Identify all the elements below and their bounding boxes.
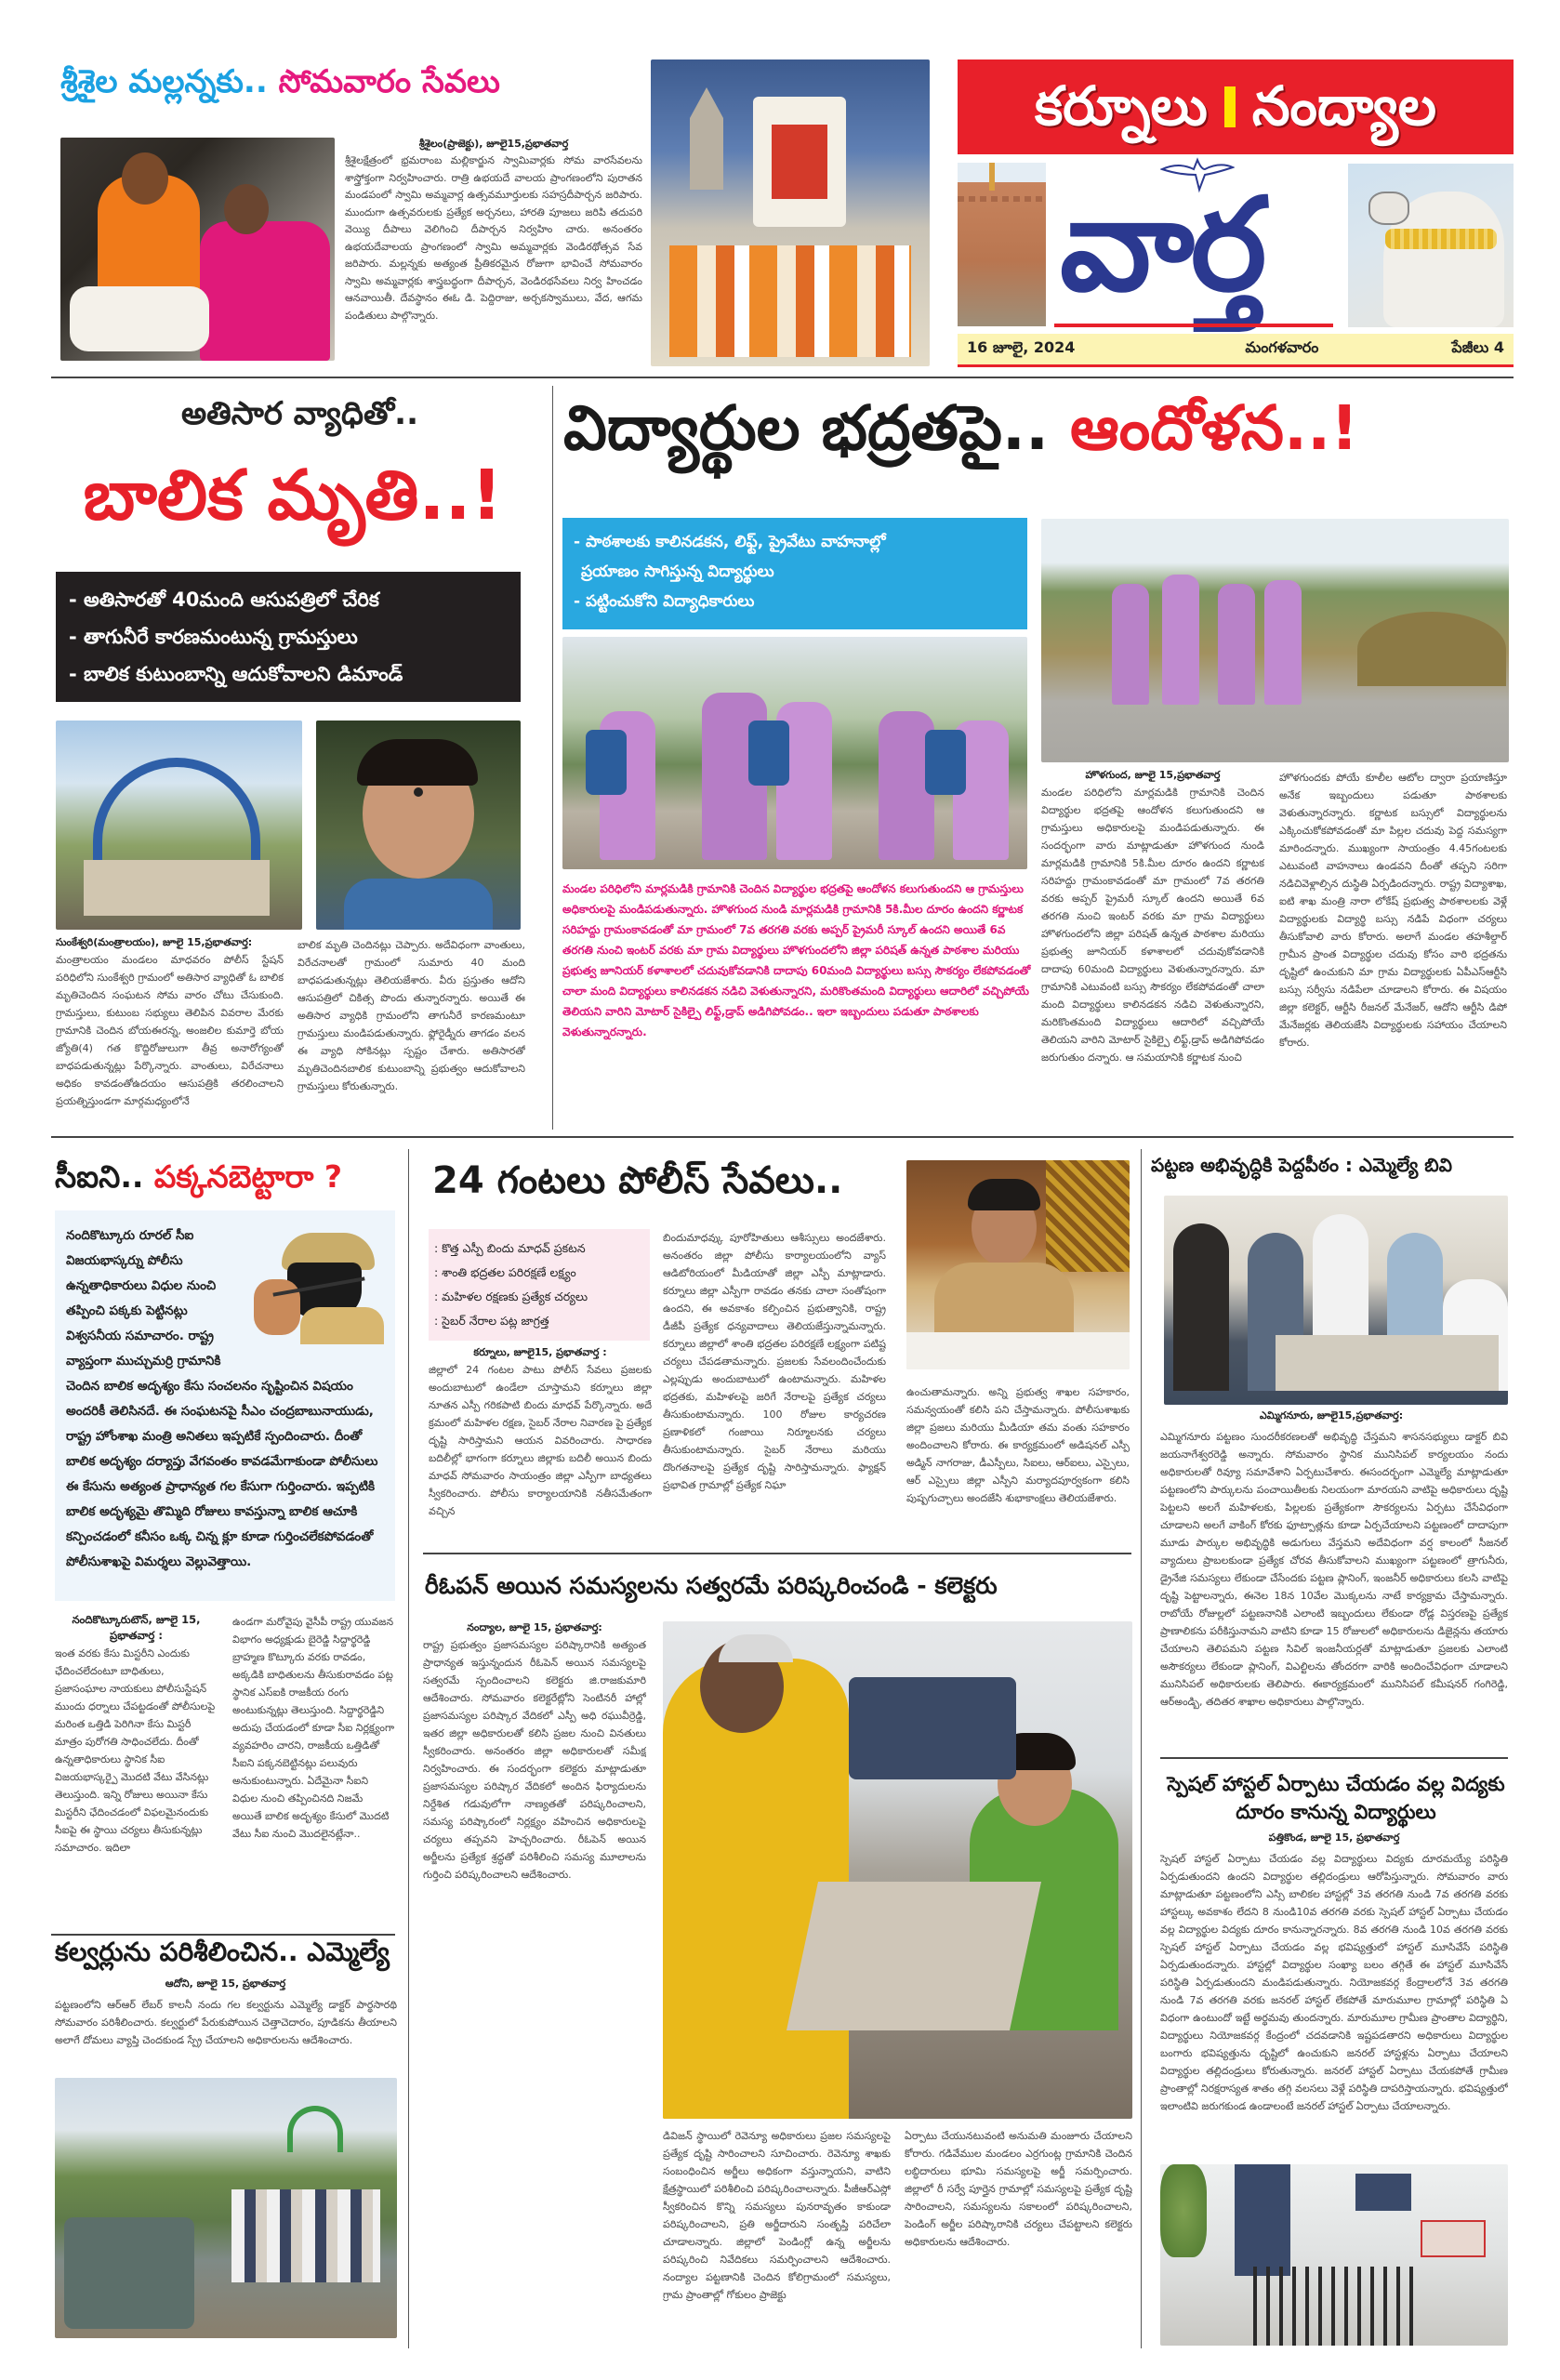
police-article — [414, 1144, 1137, 1562]
collector-body-col2: డివిజన్ స్థాయిలో రెవెన్యూ అధికారులు ప్రజల సమస్యలపై ప్రత్యేక దృష్టి సారించాలని సూచించారు. రెవెన్యూ శాఖకు సంబంధించిన అర్జీలు అధికంగా వస్తున్నాయని, వాటిని క్షేత్రస్థాయిలో పరిశీలించి పరిష్కరించాలన్నారు. పీజీఆర్ఎస్లో స్వీకరించిన కొన్ని సమస్యలు పునరావృతం కాకుండా పరిష్కరించాలని, ప్రతి అర్జీదారుని సంతృప్తి పరిచేలా చూడాలన్నారు. జిల్లాలో పెండింగ్లో ఉన్న అర్జీలను పరిష్కరించి నివేదికలు సమర్పించాలని ఆదేశించారు. నంద్యాల పట్టణానికి చెందిన కోలిగ్రామంలో సమస్యలు, గ్రామ ప్రాంతాల్లో గోకులం ప్రాజెక్టు — [663, 2130, 891, 2301]
police-body-col1: జిల్లాలో 24 గంటల పాటు పోలీస్ సేవలు ప్రజలకు అందుబాటులో ఉండేలా చూస్తామని కర్నూలు జిల్లా నూతన ఎస్పీ గరికపాటి బిందు మాధవ్ పేర్కొన్నారు. అదే క్రమంలో మహిళల రక్షణ, సైబర్ నేరాల నివారణ పై ప్రత్యేక దృష్టి సారిస్తామని ఆయన వివరించారు. సాధారణ బదిలీల్లో భాగంగా కర్నూలు జిల్లాకు బదిలీ అయిన బిందు మాధవ్ సోమవారం సాయంత్రం జిల్లా ఎస్పీగా బాధ్యతలు స్వీకరించారు. పోలీసు కార్యాలయానికి నతీసమేతంగా వచ్చిన — [429, 1364, 652, 1517]
section-divider — [51, 377, 1514, 378]
students-bullet: - పాఠశాలకు కాలినడకన, లిఫ్ట్, ప్రైవేటు వాహనాల్లో — [574, 533, 886, 551]
students-headline-part1: విద్యార్థుల భద్రతపై.. — [563, 392, 1050, 464]
date-strip — [958, 334, 1514, 367]
srisailam-body: శ్రీశైలక్షేత్రంలో భ్రమరాంబ మల్లికార్జున స్వామివార్లకు సోమ వారసేవలను శాస్త్రోక్తంగా నిర్వహించారు. రాత్రి ఉభయదే వాలయ ప్రాంగణంలోని పురాతన మండపంలో స్వామి అమ్మవార్ల ఉత్సవమూర్తులకు సహస్రదీపార్చన జరిపారు. ముందుగా ఉత్సవరులకు ప్రత్యేక అర్చనలు, హారతి పూజలు జరిపి తదుపరి వెయ్యి దీపాలు వెలిగించి దీపార్చన నిర్వహిం చారు. అనంతరం ఉభయదేవాలయ ప్రాంగణంలో స్వామి అమ్మవార్లకు వెండిరథోత్సవ సేవ జరిపారు. మల్లన్నకు అత్యంత ప్రీతికరమైన రోజుగా భావించే సోమవారం స్వామి అమ్మవార్లకు శాస్త్రబద్ధంగా దీపార్చన, వెండిరథసేవలు నిర్వ హించడం ఆనవాయితీ. దేవస్థానం ఈఓ డి. పెద్దిరాజు, అర్చకస్వాములు, వేద, ఆగమ పండితులు పాల్గొన్నారు. — [345, 154, 642, 322]
masthead — [958, 60, 1514, 403]
police-dateline: కర్నూలు, జూలై15, ప్రభాతవార్త : — [473, 1346, 607, 1358]
logo-text: వార్త — [1060, 170, 1263, 320]
district-nandyal: నంద్యాల — [1251, 74, 1436, 139]
mla-town-body: ఎమ్మిగనూరు పట్టణం సుందరీకరణలతో అభివృద్ధి చేస్తమని శాసనసభ్యులు డాక్టర్ బివి జయనాగేశ్వరరెడ్డి అన్నారు. సోమవారం స్థానిక మునిసిపల్ కార్యలయం నందు అధికారులతో రివ్యూ సమావేశాని ఏర్పటుచేశారు. ఈసందర్భంగా ఎమ్మెల్యే మాట్లాడుతూ పట్టణంలోని పార్కులను పంచాయితీలకు నిలయంగా మారయని వాటిపై అధికారులు దృష్టి పెట్టలని అలగే మహిళలకు, పిల్లలకు ప్రత్యేకంగా సౌకర్యలను ఏర్పటు చేసేవిధంగా చూడాలని అలగే వాకింగ్ కోరకు ఫూట్పాత్లను కూడా ఏర్పచేయాలని పట్టణంలో దాదాపుగా మూడు పార్కుల అభివృద్ధికి అడుగులు వేస్తమని అదేవిధంగా వర్ష కాలంలో సీజనల్ వ్యాదులు ప్రాబలకుండా ప్రత్యేక చోరవ తీసుకోవాలని ముఖ్యంగా పట్టణంలో త్రాగునీరు, డ్రైనేజి సమస్యలు లేకుండా చేసేందకు పట్టణ ప్లానింగ్, ఇంజనీర్ అధికారులు కలసి వాటిపై దృష్టి పెట్టాలన్నారు, ఈనెల 18న 10వేల మొక్కలను నాటే కార్యక్రామ చేస్తామన్నారు. రాబోయే రోజుల్లలో పట్టణనానికి ఎలాంటి ఇబ్బందులు లేకుండా రోడ్ల విస్తరణపై ప్రత్యేక ప్రాణాలికను పరీకిస్తునామని వాటిని కూడా 15 రోజులలో అధికారులను డిజైన్లను తయారు చేయాలని తెలిపమని పట్టణ సివిల్ ఇంజనీయర్లతో మాట్లాడుతూ ప్రజలకు ఎలాంటి అసౌకర్యలు లేకుండా ప్లానింగ్, విఎల్టిలను తోందరగా వారికి అందించేవిధంగా చూడాలని మునిసిపల్ అధికారులకు తెలిపారు. ఈకార్యక్రమంలో మునిసిపల్ కమీషనర్ గంగిరెడ్డి, ఆర్అండ్బి, తదితర శాఖాల అధికారులు పాల్గొన్నారు. — [1160, 1431, 1508, 1708]
police-bullet: : సైబర్ నేరాల పట్ల జాగ్రత్త — [434, 1314, 549, 1328]
mla-town-headline: పట్టణ అభివృద్ధికి పెద్దపీఠం : ఎమ్మెల్యే బివి — [1151, 1154, 1452, 1176]
deceased-girl-photo — [316, 721, 521, 930]
culvert-article — [51, 1938, 404, 2352]
police-body-col3: ఉంచుతామన్నారు. అన్ని ప్రభుత్వ శాఖల సహకారం, సమన్వయంతో కలిసి పని చేస్తామన్నారు. పోలీసుశాఖకు జిల్లా ప్రజలు మరియు మీడియా తమ వంతు సహకారం అందించాలని కోరారు. ఈ కార్యక్రమంలో అడిషనల్ ఎస్పీ అడ్మిన్ నాగరాజు, డీఎస్పీలు, సిఐలు, ఆర్ఐలు, ఎస్సైలు, ఆర్ ఎస్సైలు జిల్లా ఎస్పీని మర్యాదపూర్వకంగా కలిసి పుష్పగుచ్చాలు అందజేసి శుభాకాంక్షలు తెలియజేశారు. — [906, 1386, 1130, 1504]
collector-article — [414, 1569, 1137, 2350]
collector-body-col3: ఏర్పాటు చేయునటువంటి అనుమతి మంజూరు చేయాలని కోరారు. గడివేముల మండలం ఎర్రగుంట్ల గ్రామానికి చెందిన లబ్ధిదారులు భూమి సమస్యలపై అర్జీ సమర్పించారు. జిల్లాలో రీ సర్వే పూర్తైన గ్రామాల్లో సమస్యలపై ప్రత్యేక దృష్టి సారించాలని, సమస్యలను సకాలంలో పరిష్కరించాలని, పెండింగ్ అర్జీల పరిష్కారానికి చర్యలు చేపట్టాలని కలెక్టరు అధికారులను ఆదేశించారు. — [905, 2130, 1132, 2248]
ci-body-col2: ఉండగా మరోవైపు వైసీపీ రాష్ట్ర యువజన విభాగం అధ్యక్షుడు బైరెడ్డి సిద్దార్థరెడ్డి బ్రాహ్మణ కొట్కూరు వరకు రావడం, అక్కడికి బాధితులను తీసుకురావడం పట్ల స్థానిక ఎస్ఐకి రాజకీయ రంగు అంటుకున్నట్లు తెలుస్తుంది. సిద్దార్థరెడ్డిని అదుపు చేయడంలో కూడా సీఐ నిర్లక్ష్యంగా వ్యవహరిం చారని, రాజకీయ ఒత్తిడితో సీఐని పక్కనబెట్టినట్లు పలువురు అనుకుంటున్నారు. ఏదేమైనా సీఐని విధుల నుంచి తప్పించినది నిజమే అయితే బాలిక అదృశ్యం కేసులో మొదటి వేటు సీఐ నుంచి మొదలైనట్లేనా.. — [232, 1616, 395, 1840]
students-body-col1: మండల పరిధిలోని మార్లమడికి గ్రామానికి చెందిన విద్యార్థుల భద్రతపై ఆందోళన కలుగుతుందని ఆ గ్రామస్తులు అధికారులపై మండిపడుతున్నారు. ఈ సందర్భంగా వారు మాట్లాడుతూ హొళగుంద నుండి మార్లమడికి గ్రామానికి 5కి.మీల దూరం ఉందని కర్ణాటక సరిహద్దు గ్రామంకావడంతో మా గ్రామంలో 7వ తరగతి వరకు అప్పర్ ప్రైమరీ స్కూల్ ఉందని అయితే 6వ తరగతి నుంచి ఇంటర్ వరకు మా గ్రామ విద్యార్థులు హొళగుందలోని జిల్లా పరిషత్ ఉన్నత పాఠశాల మరియు ప్రభుత్వ జూనియర్ కళాశాలలో చదువుకోవడానికి దాదాపు 60మంది విద్యార్థులు వెళుతున్నారన్నారు. మా గ్రామానికి ఎటువంటి బస్సు సౌకర్యం లేకపోవడంతో చాలా మంది విద్యార్థులు కాలినడకన నడిచి వెళుతున్నారని, మరికొంతమంది విద్యార్థులు ఆదారిలో వచ్చిపోయే తెలియని వారిని మోటార్ సైకిల్పై లిఫ్ట్,డ్రాప్ అడిగిపోవడం జరుగుతుం దన్నారు. ఆ సమయానికి కర్ణాటక నుంచి — [1041, 787, 1264, 1064]
students-body-col2: హొళగుందకు పోయే కూలీల ఆటోల ద్వారా ప్రయాణిస్తూ అనేక ఇబ్బందులు పడుతూ పాఠశాలకు వెళుతున్నారన్నారు. కర్ణాటక బస్సులో విద్యార్థులను ఎక్కించుకోకపోవడంతో మా పిల్లల చదువు పెద్ద సమస్యగా మారిందన్నారు. ముఖ్యంగా సాయంత్రం 4.45గంటలకు ఎటువంటి వాహనాలు ఉండవని దీంతో తప్పని సరిగా నడిచివెళ్లాల్సిన దుస్థితి ఏర్పడిందన్నారు. రాష్ట్ర విద్యాశాఖ, ఐటి శాఖ మంత్రి నారా లోకేష్ ప్రభుత్వ పాఠశాలలకు వెళ్లే విద్యార్థులకు విద్యార్థి బస్సు నడిపే విధంగా చర్యలు తీసుకోవాలి వారు కోరారు. అలాగే మండల తహశీల్దార్ గ్రామీన ప్రాంత విద్యార్థుల చదువు కోసం వారి భద్రతను దృష్టిలో ఉంచుకుని మా గ్రామ విద్యార్థులకు ఏపీఎస్ఆర్టీసి బస్సు సర్వీసు నడిపేలా చూడాలని కోరారు. ఈ విషయం జిల్లా కలెక్టర్, ఆర్టీసి రీజనల్ మేనేజర్, ఆదోని ఆర్టీసి డిపో మేనేజర్లకు తెలియజేసి విద్యార్థులకు సహాయం చేయాలని కోరారు. — [1279, 772, 1507, 1049]
section-divider — [51, 1136, 1514, 1138]
section-divider — [423, 1553, 1131, 1554]
collector-body-col1: రాష్ట్ర ప్రభుత్వం ప్రజాసమస్యల పరిష్కారానికి అత్యంత ప్రాధాన్యత ఇస్తున్నందున రీఓపెన్ అయిన సమస్యలపై సత్వరమే స్పందించాలని కలెక్టరు జి.రాజకుమారి ఆదేశించారు. సోమవారం కలెక్టరేట్లోని సెంటినరీ హాల్లో ప్రజాసమస్యల పరిష్కార వేదికలో ఎస్పీ అధి రఘువీర్రెడ్డి, ఇతర జిల్లా అధికారులతో కలిసి ప్రజల నుంచి వినతులు స్వీకరించారు. అనంతరం జిల్లా అధికారులతో సమీక్ష నిర్వహించారు. ఈ సందర్భంగా కలెక్టరు మాట్లాడుతూ ప్రజాసమస్యల పరిష్కార వేదికలో అందిన ఫిర్యాదులను నిర్దేశిత గడువులోగా నాణ్యతతో పరిష్కరించాలని, సమస్య పరిష్కారంలో నిర్లక్ష్యం వహించిన అధికారులపై చర్యలు తప్పవని హెచ్చరించారు. రీఓపెన్ అయిన అర్జీలను ప్రత్యేక శ్రద్ధతో పరిశీలించి సమస్య మూలాలను గుర్తించి పరిష్కరించాలని ఆదేశించారు. — [423, 1639, 646, 1881]
sp-bindu-madhav-photo — [906, 1160, 1130, 1369]
students-dateline: హొళగుంద, జూలై 15,ప్రభాతవార్త — [1085, 769, 1221, 781]
students-headline — [563, 392, 1359, 464]
issue-day: మంగళవారం — [1245, 338, 1319, 356]
ci-headline-part2: పక్కనబెట్టారా ? — [153, 1158, 343, 1195]
srisailam-dateline: శ్రీశైలం(ప్రాజెక్టు), జూలై15,ప్రభాతవార్త — [418, 138, 569, 150]
police-bullet-box — [429, 1229, 650, 1341]
hostel-article — [1145, 1766, 1514, 2352]
vaartha-logo — [1051, 156, 1343, 329]
culvert-body: పట్టణంలోని ఆర్ఆర్ లేబర్ కాలనీ నందు గల కల్వర్టును ఎమ్మెల్యే డాక్టర్ పార్థసారథి సోమవారం పరిశీలించారు. కల్వర్టులో పేరుకుపోయిన చెత్తాచెదారం, పూడికను తీయాలని అలాగే దోమలు వ్యాప్తి చెందకుండ స్ప్రే చేయాలని అధికారులను ఆదేశించారు. — [55, 1999, 397, 2046]
culvert-inspection-photo — [55, 2078, 397, 2338]
column-divider — [552, 386, 553, 1130]
logo-underline — [1054, 324, 1333, 327]
hospital-gate-photo — [56, 721, 302, 930]
page-count: పేజీలు 4 — [1451, 338, 1504, 356]
collector-headline: రీఓపన్ అయిన సమస్యలను సత్వరమే పరిష్కరించండి - కలెక్టరు — [425, 1572, 998, 1599]
section-divider — [1160, 1757, 1508, 1759]
srisailam-temple-photo — [651, 60, 930, 366]
collector-dateline: నంద్యాల, జూలై 15, ప్రభాతవార్త: — [467, 1621, 602, 1633]
students-article — [558, 386, 1514, 1134]
police-col1 — [429, 1346, 652, 1547]
hostel-body: స్పెషల్ హాస్టల్ ఏర్పాటు చేయడం వల్ల విద్యార్థులు విద్యకు దూరమయ్యే పరిస్థితి ఏర్పడుతుందని ఉందని విద్యార్థుల తల్లిదండ్రులు ఆరోపిస్తున్నారు. సోమవారం వారు మాట్లాడుతూ పట్టణంలోని ఎస్సి బాలికల హాస్టల్లో 3వ తరగతి నుండి 7వ తరగతి వరకు హాస్టల్కు అవకాశం లేదని 8 నుండి10వ తరగతి వరకు స్పెషల్ హాస్టల్ ఏర్పాటు చేయడం వల్ల విద్యార్థుల విద్యకు దూరం కానున్నారన్నారు. 8వ తరగతి నుండి 10వ తరగతి వరకు స్పెషల్ హాస్టల్ ఏర్పాటు చేయడం వల్ల భవిష్యత్తులో హాస్టల్ మూసివేసే పరిస్థితి ఏర్పడుతుందన్నారు. హాస్టల్లో విద్యార్థుల సంఖ్యా బలం తగ్గితే ఈ హాస్టల్ మూసివేసే పరిస్థితి ఏర్పడుతుందని మండిపడుతున్నారు. నియోజకవర్గ కేంద్రాలలోనే 3వ తరగతి నుండి 7వ తరగతి వరకు జనరల్ హాస్టల్ లేకపోతే మారుమూల గ్రామాల్లో పరిస్థితి ఏ విధంగా ఉంటుందో ఇట్టే అర్థమవు తుందన్నారు. మారుమూల గ్రామీణ ప్రాంతాల విద్యార్థిని, విద్యార్థులు నియోజకవర్గ కేంద్రంలో చదవడానికి ఇష్టపడతారని అధికారులు విద్యార్థుల బంగారు భవిష్యత్తును దృష్టిలో ఉంచుకుని జనరల్ హాస్టళ్లను ఏర్పాటు చేయాలని విద్యార్థుల తల్లిదండ్రులు కోరుతున్నారు. జనరల్ హాస్టల్ ఏర్పాటు చేయకపోతే గ్రామీణ ప్రాంతాల్లో నిరక్షరాస్యత శాతం తగ్గి వలసలు వెళ్లే పరిస్థితి దాపరిస్తాయన్నారు. భవిష్యత్తులో ఇలాంటివి జరుగకుండ ఉండాలంటే జనరల్ హాస్టల్ ఏర్పాటు చేయాలన్నారు. — [1160, 1853, 1508, 2112]
diarrhea-kicker: అతిసార వ్యాధితో.. — [180, 395, 419, 432]
diarrhea-bullet: - తాగునీరే కారణమంటున్న గ్రామస్తులు — [69, 626, 358, 648]
ci-dateline: నందికొట్కూరుటౌన్, జూలై 15, ప్రభాతవార్త : — [72, 1613, 201, 1642]
students-col1 — [1041, 769, 1264, 1128]
police-bullet: : మహిళల రక్షణకు ప్రత్యేక చర్యలు — [434, 1289, 588, 1303]
srisailam-headline-part2: సోమవారం సేవలు — [278, 63, 500, 100]
diarrhea-article — [51, 386, 549, 1134]
ci-box-text: నందికొట్కూరు రూరల్ సీఐ విజయభాస్కర్ను పోలీసు ఉన్నతాధికారులు విధుల నుంచి తప్పించి పక్కకు పెట్టినట్లు విశ్వసనీయ సమాచారం. రాష్ట్ర వ్యాప్తంగా ముచ్చుమర్రి గ్రామానికి చెందిన బాలిక అదృశ్యం కేసు సంచలనం సృష్టించిన విషయం అందరికీ తెలిసినదే. ఈ సంఘటనపై సీఎం చంద్రబాబునాయుడు, రాష్ట్ర హోంశాఖ మంత్రి అనితలు ఇప్పటికే స్పందించారు. దీంతో బాలిక అదృశ్యం దర్యాప్తు వేగవంతం కావడమేగాకుండా పోలీసులు ఈ కేసును అత్యంత ప్రాధాన్యత గల కేసుగా గుర్తించారు. ఇప్పటికి బాలిక అదృశ్యమై తొమ్మిది రోజులు కావస్తున్నా బాలిక ఆచూకి కన్పించడంలో కనీసం ఒక్క చిన్న క్లూ కూడా గుర్తించలేకపోవడంతో పోలీసుశాఖపై విమర్శలు వెల్లువెత్తాయి. — [66, 1228, 378, 1569]
column-divider — [408, 1149, 409, 2348]
srisailam-headline-part1: శ్రీశైల మల్లన్నకు.. — [60, 63, 268, 100]
police-body-col2: బిందుమాధవ్కు పూరోహితులు ఆశీస్సులు అందజేశారు. అనంతరం జిల్లా పోలీసు కార్యాలయంలోని వ్యాస్ ఆడిటోరియంలో మీడియాతో జిల్లా ఎస్పీ మాట్లాడారు. కర్నూలు జిల్లా ఎస్పీగా రావడం తనకు చాలా సంతోషంగా ఉందని, ఈ అవకాశం కల్పించిన ప్రభుత్వానికి, రాష్ట్ర డీజీపీ ప్రత్యేక ధన్యవాదాలు తెలియజేస్తున్నామన్నారు. కర్నూలు జిల్లాలో శాంతి భద్రతల పరిరక్షణే లక్ష్యంగా పటిష్ట చర్యలు చేపడతామన్నారు. ప్రజలకు సేవలందించేందుకు ఎల్లప్పుడు అందుబాటులో ఉంటామన్నారు. మహిళల భద్రతకు, మహిళలపై జరిగే నేరాలపై ప్రత్యేక చర్యలు తీసుకుంటామన్నారు. 100 రోజుల కార్యచరణ ప్రణాళికలో గంజాయి నిర్మూలనకు చర్యలు తీసుకుంటామన్నారు. సైబర్ నేరాలు మరియు దొంగతనాలపై ప్రత్యేక దృష్టి సారిస్తామన్నారు. ఫ్యాక్షన్ ప్రభావిత గ్రామాల్లో ప్రత్యేక నిఘా — [663, 1232, 886, 1491]
sc-hostel-building-photo — [1160, 2164, 1508, 2346]
nandi-statue-image — [1348, 164, 1514, 327]
students-headline-part2: ఆందోళన..! — [1070, 392, 1359, 464]
hostel-headline: స్పెషల్ హాస్టల్ ఏర్పాటు చేయడం వల్ల విద్యకు దూరం కానున్న విద్యార్థులు — [1167, 1773, 1505, 1823]
diarrhea-col1 — [56, 936, 284, 1128]
srisailam-article — [51, 60, 646, 366]
ci-headline — [55, 1160, 342, 1194]
district-banner — [958, 60, 1514, 154]
diarrhea-bullet: - బాలిక కుటుంబాన్ని ఆదుకోవాలని డిమాండ్ — [69, 663, 403, 685]
ci-headline-part1: సీఐని.. — [55, 1158, 144, 1195]
srisailam-headline — [60, 65, 500, 99]
diarrhea-headline: బాలిక మృతి..! — [83, 456, 503, 536]
police-officer-illustration — [245, 1223, 384, 1344]
students-bullet: ప్రయాణం సాగిస్తున్న విద్యార్థులు — [581, 562, 774, 581]
students-bullet: - పట్టించుకోని విద్యాధికారులు — [574, 592, 755, 611]
ci-article — [51, 1144, 404, 1943]
diarrhea-body-col1: మంత్రాలయం మండలం మాధవరం పోలీస్ స్టేషన్ పరిధిలోని సుంకేశ్వరి గ్రామంలో అతిసార వ్యాధితో ఓ బాలిక మృతిచెందిన సంఘటన సోమ వారం చోటు చేసుకుంది. గ్రామస్తులు, కుటుంబ సభ్యులు తెలిపిన వివరాల మేరకు గ్రామానికి చెందిన బోయఈరన్న, అంజలిల కుమార్తె బోయ జ్యోతి(4) గత కొద్దిరోజులుగా తీవ్ర అనారోగ్యంతో బాధపడుతున్నట్లు పేర్కొన్నారు. వాంతులు, విరేచనాలు అధికం కావడంతోఉదయం ఆసుపత్రికి తరలించాలని ప్రయత్నిస్తుండగా మార్గమధ్యంలోనే — [56, 954, 284, 1107]
diarrhea-bullet-box — [56, 572, 521, 702]
srisailam-pooja-photo — [60, 138, 335, 361]
diarrhea-body-col2: బాలిక మృతి చెందినట్లు చెప్పారు. అదేవిధంగా వాంతులు, విరేచనాలతో గ్రామంలో సుమారు 40 మంది బాధపడుతున్నట్లు తెలియజేశారు. వీరు ప్రస్తుతం ఆదోని ఆసుపత్రిలో చికిత్స పొందు తున్నారన్నారు. అయితే ఈ అతిసార వ్యాధికి గ్రామంలోని తాగునీరే కారణమంటూ గ్రామస్తులు మండిపడుతున్నారు. ఫ్లోరైడ్నీరు తాగడం వలన ఈ వ్యాధి సోకినట్లు స్పష్టం చేశారు. అతిసారతో మృతిచెందినబాలిక కుటుంబాన్ని ప్రభుత్వం ఆదుకోవాలని గ్రామస్తులు కోరుతున్నారు. — [297, 939, 525, 1092]
ci-highlight-box — [55, 1210, 395, 1601]
hostel-dateline: పత్తికొండ, జూలై 15, ప్రభాతవార్త — [1268, 1831, 1400, 1844]
mla-town-article — [1145, 1144, 1514, 1766]
issue-date: 16 జూలై, 2024 — [967, 338, 1076, 356]
collector-grievance-photo — [663, 1621, 1132, 2119]
students-summary: మండల పరిధిలోని మార్లమడికి గ్రామానికి చెందిన విద్యార్థుల భద్రతపై ఆందోళన కలుగుతుందని ఆ గ్రామస్తులు అధికారులపై మండిపడుతున్నారు. హొళగుంద నుండి మార్లమడికి గ్రామానికి 5కి.మీల దూరం ఉందని కర్ణాటక సరిహద్దు గ్రామంకావడంతో మా గ్రామంలో 7వ తరగతి వరకు అప్పర్ ప్రైమరీ స్కూల్ ఉందని అయితే 6వ తరగతి నుంచి ఇంటర్ వరకు మా గ్రామ విద్యార్థులు హొళగుందలోని జిల్లా పరిషత్ ఉన్నత పాఠశాల మరియు ప్రభుత్వ జూనియర్ కళాశాలలో చదువుకోవడానికి దాదాపు 60మంది విద్యార్థులు బస్సు సౌకర్యం లేకపోవడంతో చాలా మంది విద్యార్థులు కాలినడకన నడిచి వెళుతున్నారని, మరికొంతమంది విద్యార్థులు ఆదారిలో వచ్చిపోయే తెలియని వారిని మోటార్ సైకిల్పై లిఫ్ట్,డ్రాప్ అడిగిపోవడం.. ఇలా ఇబ్బందులు పడుతూ పాఠశాలకు వెళుతున్నారన్నారు. — [562, 882, 1031, 1038]
section-divider — [51, 1934, 395, 1936]
police-headline: 24 గంటలు పోలీస్ సేవలు.. — [432, 1159, 843, 1202]
students-walking-photo-1 — [562, 637, 1027, 869]
kurnool-fort-image — [958, 163, 1046, 326]
police-bullet: : శాంతి భద్రతల పరిరక్షణే లక్ష్యం — [434, 1265, 576, 1279]
students-walking-photo-2 — [1041, 519, 1509, 762]
students-bullet-box — [562, 518, 1027, 629]
district-kurnool: కర్నూలు — [1035, 74, 1208, 139]
ci-col1 — [55, 1613, 218, 1924]
diarrhea-bullet: - అతిసారతో 40మంది ఆసుపత్రిలో చేరిక — [69, 588, 379, 611]
ci-body-col1: ఇంత వరకు కేసు మిస్టరీని ఎందుకు ఛేదించలేదంటూ బాధితులు, ప్రజాసంఘాల నాయకులు పోలీసుస్టేషన్ ముందు ధర్నాలు చేపట్టడంతో పోలీసులపై మరింత ఒత్తిడి పెరిగినా కేసు మిస్టరీ మాత్రం పురోగతి సాధించలేదు. దీంతో ఉన్నతాధికారులు స్థానిక సీఐ విజయభాస్కర్పై మొదటి వేటు వేసినట్లు తెలుస్తుంది. ఇన్ని రోజులు అయినా కేసు మిస్టరీని ఛేదించడంలో విఫలమైనందుకు సీఐపై ఈ స్థాయి చర్యలు తీసుకున్నట్లు సమాచారం. ఇదిలా — [55, 1647, 216, 1854]
culvert-headline: కల్వర్లును పరిశీలించిన.. ఎమ్మెల్యే — [55, 1937, 390, 1967]
culvert-dateline: ఆదోని, జూలై 15, ప్రభాతవార్త — [165, 1977, 286, 1990]
police-bullet: : కొత్త ఎస్పీ బిందు మాధవ్ ప్రకటన — [434, 1241, 586, 1255]
mla-town-dateline: ఎమ్మిగనూరు, జూలై15,ప్రభాతవార్త: — [1259, 1409, 1404, 1421]
diarrhea-dateline: సుంకేశ్వరి(మంత్రాలయం), జూలై 15,ప్రభాతవార్త: — [56, 936, 253, 948]
mla-review-meeting-photo — [1164, 1196, 1508, 1405]
column-divider — [1141, 1149, 1142, 2348]
district-separator — [1224, 86, 1236, 127]
collector-col1 — [423, 1621, 646, 2343]
srisailam-text — [345, 138, 642, 366]
